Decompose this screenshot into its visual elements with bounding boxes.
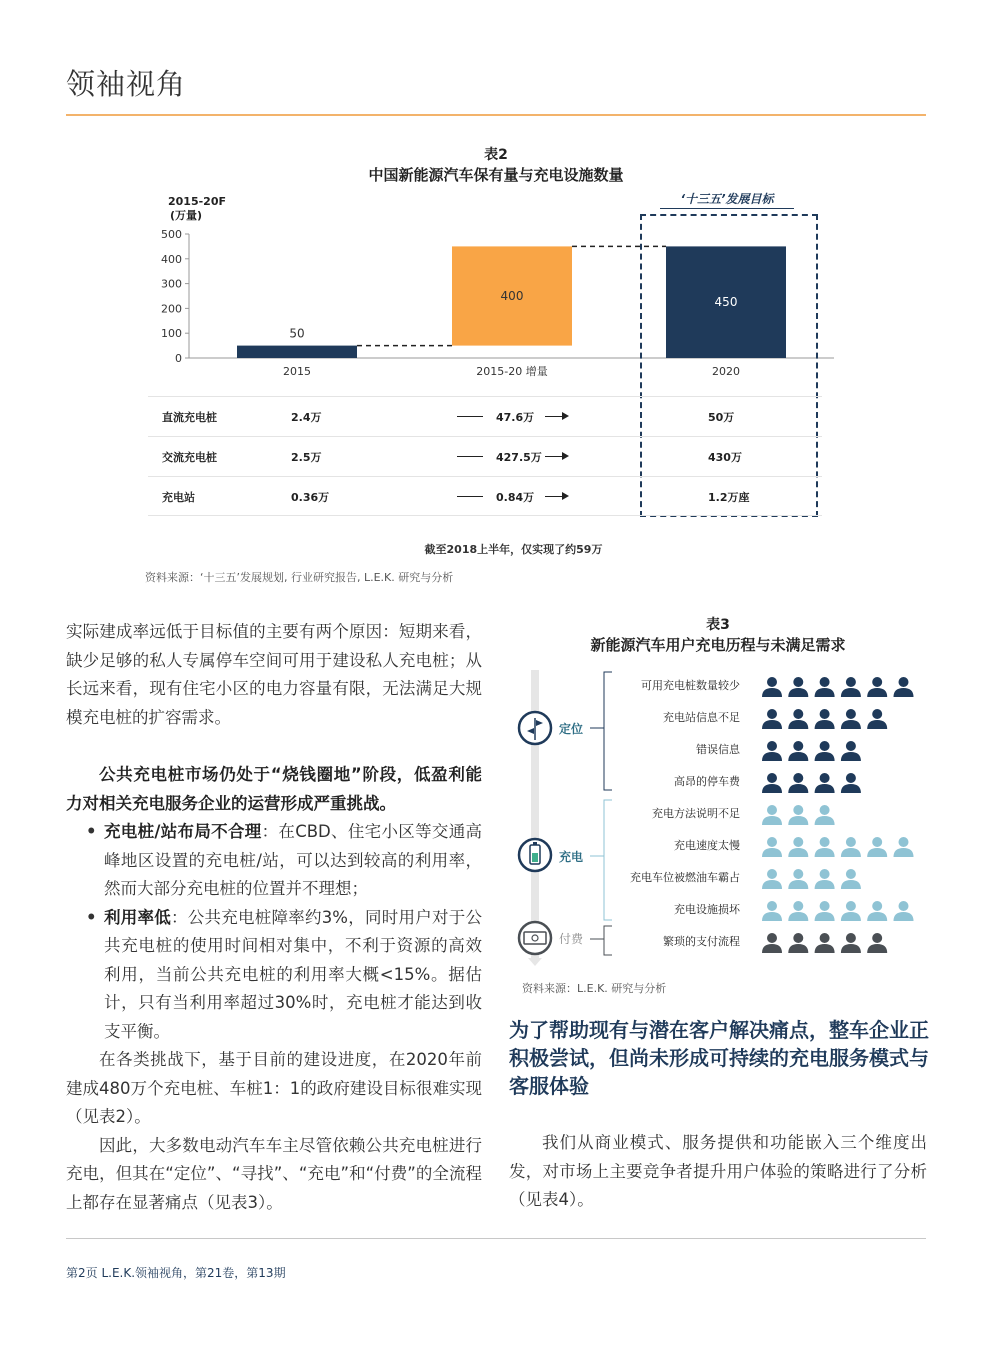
need-label: 充电速度太慢: [674, 839, 740, 852]
person-icon: [815, 709, 835, 729]
bar-value-label: 50: [289, 326, 305, 341]
need-label: 充电设施损坏: [674, 903, 740, 916]
person-icon: [762, 677, 782, 697]
bullet-text: ：公共充电桩障率约3%，同时用户对于公共充电桩的使用时间相对集中，不利于资源的高效利用，当前公共充电桩的利用率大概<15%。据估计，只有当利用率超过30%时，充电桩才能达到收支平衡。: [104, 907, 482, 1041]
paragraph: 因此，大多数电动汽车车主尽管依赖公共充电桩进行充电，但其在“定位”、“寻找”、“充电”和“付费”的全流程上都存在显著痛点（见表3）。: [66, 1135, 482, 1212]
person-icon: [788, 901, 808, 921]
x-tick-label: 2020: [712, 365, 740, 378]
bullet-dot: •: [86, 907, 97, 927]
table2-label: 表2: [484, 147, 508, 163]
person-icon: [788, 933, 808, 953]
table3-title: 新能源汽车用户充电历程与未满足需求: [590, 636, 846, 654]
person-icon: [894, 901, 914, 921]
person-icon: [815, 837, 835, 857]
stage-label-charge: 充电: [559, 850, 584, 864]
bullet-text: ：在CBD、住宅小区等交通高峰地区设置的充电桩/站，可以达到较高的利用率，然而大部分充电桩的位置并不理想；: [104, 822, 483, 898]
person-icon: [841, 741, 861, 761]
y-tick-label: 100: [161, 327, 182, 341]
person-icon: [841, 869, 861, 889]
y-axis-label: 2015-20F: [168, 195, 227, 208]
person-icon: [762, 837, 782, 857]
stage-label-pay: 付费: [559, 932, 584, 946]
person-icon: [815, 933, 835, 953]
person-icon: [841, 837, 861, 857]
person-icon: [841, 773, 861, 793]
need-label: 错误信息: [696, 743, 740, 756]
section-heading: 公共充电桩市场仍处于“烧钱圈地”阶段，低盈利能力对相关充电服务企业的运营形成严重挑战。: [66, 765, 482, 813]
value-increase: 47.6万: [496, 411, 535, 424]
page-header-title: 领袖视角: [66, 67, 187, 101]
need-label: 充电车位被燃油车霸占: [630, 871, 740, 884]
person-icon: [894, 677, 914, 697]
need-label: 高昂的停车费: [674, 775, 740, 788]
timeline-arrow-icon: [528, 958, 542, 966]
person-icon: [867, 709, 887, 729]
person-icon: [762, 805, 782, 825]
table3-source: 资料来源：L.E.K. 研究与分析: [522, 982, 667, 995]
location-signpost-icon: [519, 712, 551, 744]
value-2020: 50万: [708, 411, 735, 424]
person-icon: [788, 805, 808, 825]
person-icon: [788, 709, 808, 729]
payment-cash-icon: [519, 922, 551, 954]
y-tick-label: 300: [161, 277, 182, 291]
paragraph: 实际建成率远低于目标值的主要有两个原因：短期来看，缺少足够的私人专属停车空间可用于建设私人充电桩；从长远来看，现有住宅小区的电力容量有限，无法满足大规模充电桩的扩容需求。: [66, 622, 482, 727]
footer-divider: [66, 1238, 926, 1239]
person-icon: [841, 933, 861, 953]
need-label: 充电方法说明不足: [652, 807, 740, 820]
paragraph: 在各类挑战下，基于目前的建设进度，在2020年前建成480万个充电桩、车桩1：1的政府建设目标很难实现（见表2）。: [66, 1050, 482, 1126]
person-icon: [815, 805, 835, 825]
bar-value-label: 450: [714, 295, 738, 310]
bullet-title: 充电桩/站布局不合理: [104, 822, 262, 841]
battery-charge-icon: [519, 839, 551, 871]
person-icon: [867, 677, 887, 697]
table2-title: 中国新能源汽车保有量与充电设施数量: [368, 166, 624, 184]
person-icon: [894, 837, 914, 857]
footer-text: 第2页 L.E.K.领袖视角，第21卷，第13期: [66, 1266, 286, 1280]
bar-value-label: 400: [500, 289, 524, 303]
bullet-title: 利用率低: [104, 907, 172, 927]
value-increase: 427.5万: [496, 451, 542, 464]
y-tick-label: 200: [161, 302, 182, 316]
person-icon: [815, 773, 835, 793]
need-label: 可用充电桩数量较少: [641, 679, 740, 692]
person-icon: [815, 677, 835, 697]
people-icons-group: [762, 677, 914, 953]
value-2015: 2.5万: [291, 451, 322, 464]
person-icon: [762, 901, 782, 921]
person-icon: [788, 773, 808, 793]
y-tick-label: 400: [161, 252, 182, 266]
paragraph: 我们从商业模式、服务提供和功能嵌入三个维度出发，对市场上主要竞争者提升用户体验的策略进行了分析（见表4）。: [509, 1133, 927, 1209]
person-icon: [762, 869, 782, 889]
bullet-dot: •: [86, 822, 97, 841]
row-label: 交流充电桩: [162, 451, 217, 464]
y-tick-label: 500: [161, 228, 182, 241]
value-2020: 1.2万座: [708, 491, 750, 504]
person-icon: [867, 901, 887, 921]
y-tick-label: 0: [175, 352, 182, 365]
right-section-heading: 为了帮助现有与潜在客户解决痛点，整车企业正积极尝试，但尚未形成可持续的充电服务模式与客服体验: [509, 1018, 929, 1098]
person-icon: [762, 773, 782, 793]
person-icon: [815, 741, 835, 761]
x-tick-label: 2015: [283, 365, 311, 378]
person-icon: [841, 709, 861, 729]
table2-target-label: ‘十三五’发展目标: [660, 190, 794, 209]
value-2020: 430万: [708, 451, 742, 464]
need-label: 繁琐的支付流程: [663, 935, 740, 948]
y-axis-label: (万量): [170, 209, 203, 222]
row-label: 充电站: [162, 491, 195, 504]
person-icon: [788, 837, 808, 857]
person-icon: [788, 869, 808, 889]
stage-label-locate: 定位: [559, 722, 584, 736]
value-2015: 2.4万: [291, 411, 322, 424]
row-label: 直流充电桩: [162, 411, 217, 424]
value-2015: 0.36万: [291, 491, 330, 504]
person-icon: [841, 677, 861, 697]
person-icon: [815, 901, 835, 921]
person-icon: [788, 677, 808, 697]
table2-footnote: 截至2018上半年，仅实现了约59万: [424, 543, 603, 556]
value-increase: 0.84万: [496, 491, 535, 504]
table2-source: 资料来源：‘十三五’发展规划, 行业研究报告, L.E.K. 研究与分析: [145, 571, 454, 584]
person-icon: [815, 869, 835, 889]
x-tick-label: 2015-20 增量: [476, 365, 548, 378]
person-icon: [762, 709, 782, 729]
person-icon: [867, 933, 887, 953]
person-icon: [841, 901, 861, 921]
person-icon: [788, 741, 808, 761]
person-icon: [762, 741, 782, 761]
person-icon: [867, 837, 887, 857]
table3-label: 表3: [706, 617, 730, 633]
need-label: 充电站信息不足: [663, 711, 740, 724]
right-column: [509, 1129, 927, 1215]
person-icon: [762, 933, 782, 953]
